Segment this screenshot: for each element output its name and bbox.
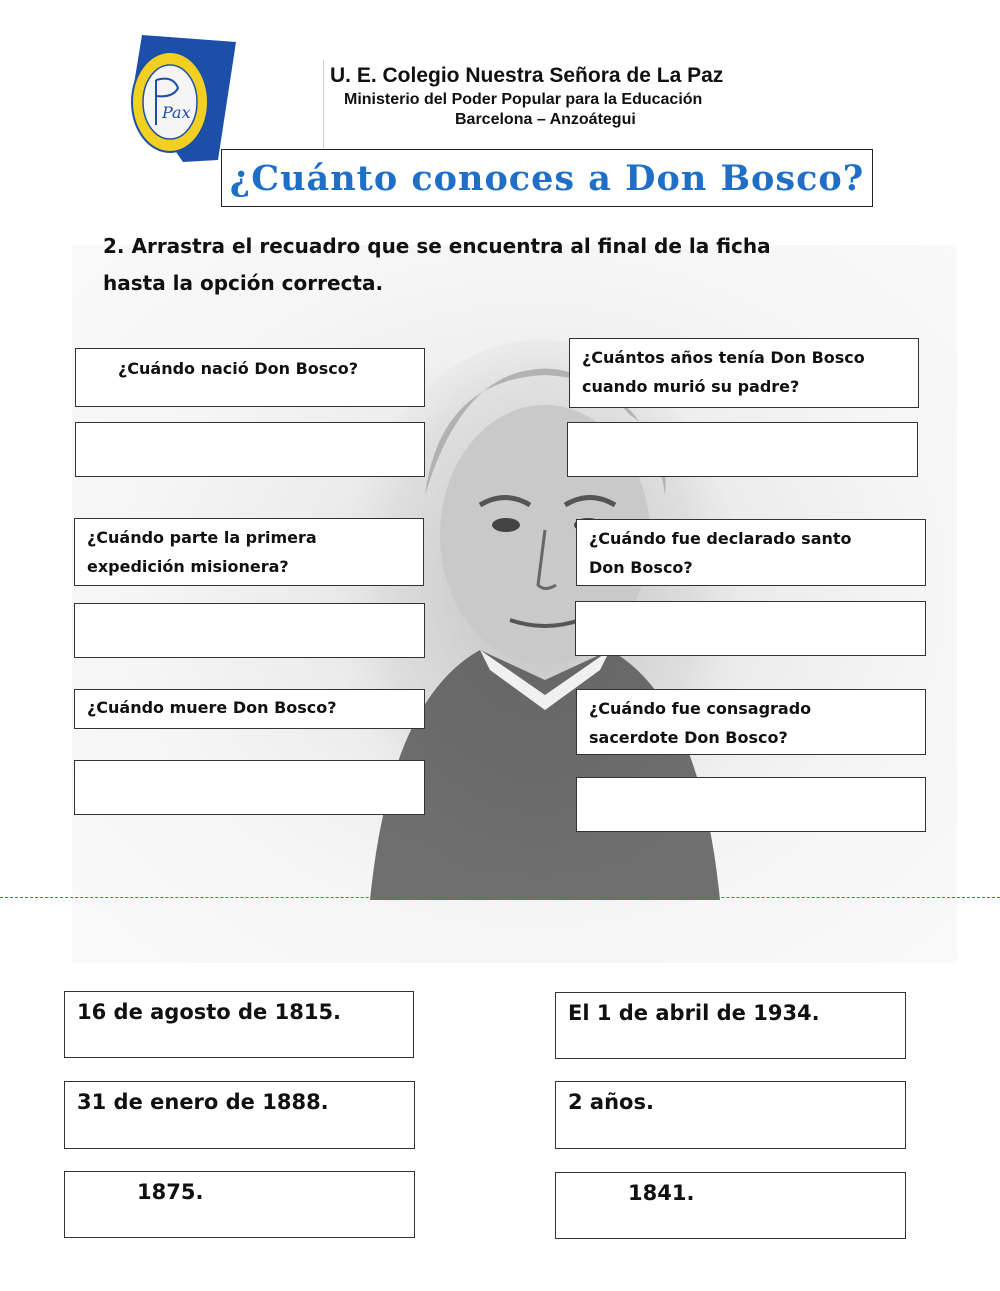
question-death <box>74 689 425 729</box>
question-text: cuando murió su padre? <box>582 377 800 396</box>
answer-text: El 1 de abril de 1934. <box>568 1001 820 1025</box>
question-father-death <box>569 338 919 408</box>
question-text: ¿Cuándo muere Don Bosco? <box>87 698 337 717</box>
cut-line <box>0 897 1000 898</box>
question-saint <box>576 519 926 586</box>
question-birth <box>75 348 425 407</box>
instructions <box>103 228 883 302</box>
school-header <box>330 64 850 129</box>
question-text: sacerdote Don Bosco? <box>589 728 788 747</box>
drop-zone-father-death[interactable] <box>567 422 918 477</box>
drop-zone-birth[interactable] <box>75 422 425 477</box>
answer-card[interactable] <box>64 1171 415 1238</box>
instruction-line-1: 2. Arrastra el recuadro que se encuentra al final de la ficha <box>103 234 771 258</box>
title-box <box>221 149 873 207</box>
school-location: Barcelona – Anzoátegui <box>455 111 636 128</box>
school-logo <box>128 30 240 165</box>
question-text: ¿Cuántos años tenía Don Bosco <box>582 348 865 367</box>
page-title: ¿Cuánto conoces a Don Bosco? <box>229 157 865 199</box>
answer-text: 31 de enero de 1888. <box>77 1090 329 1114</box>
header-divider <box>323 60 324 148</box>
question-text: expedición misionera? <box>87 557 289 576</box>
drop-zone-saint[interactable] <box>575 601 926 656</box>
question-text: ¿Cuándo fue consagrado <box>589 699 812 718</box>
answer-text: 1841. <box>628 1181 695 1205</box>
question-text: ¿Cuándo parte la primera <box>87 528 317 547</box>
instruction-line-2: hasta la opción correcta. <box>103 271 384 295</box>
drop-zone-death[interactable] <box>74 760 425 815</box>
answer-card[interactable] <box>64 1081 415 1149</box>
ministry-name: Ministerio del Poder Popular para la Educación <box>344 91 703 108</box>
answer-text: 2 años. <box>568 1090 654 1114</box>
question-text: ¿Cuándo nació Don Bosco? <box>118 359 359 378</box>
drop-zone-mission[interactable] <box>74 603 425 658</box>
school-name: U. E. Colegio Nuestra Señora de La Paz <box>330 64 724 87</box>
answer-text: 1875. <box>137 1180 204 1204</box>
question-priest <box>576 689 926 755</box>
answer-card[interactable] <box>64 991 414 1058</box>
logo-text: Pax <box>162 103 191 122</box>
question-mission <box>74 518 424 586</box>
answer-card[interactable] <box>555 1081 906 1149</box>
question-text: Don Bosco? <box>589 558 693 577</box>
drop-zone-priest[interactable] <box>576 777 926 832</box>
question-text: ¿Cuándo fue declarado santo <box>589 529 852 548</box>
answer-text: 16 de agosto de 1815. <box>77 1000 342 1024</box>
answer-card[interactable] <box>555 992 906 1059</box>
answer-card[interactable] <box>555 1172 906 1239</box>
